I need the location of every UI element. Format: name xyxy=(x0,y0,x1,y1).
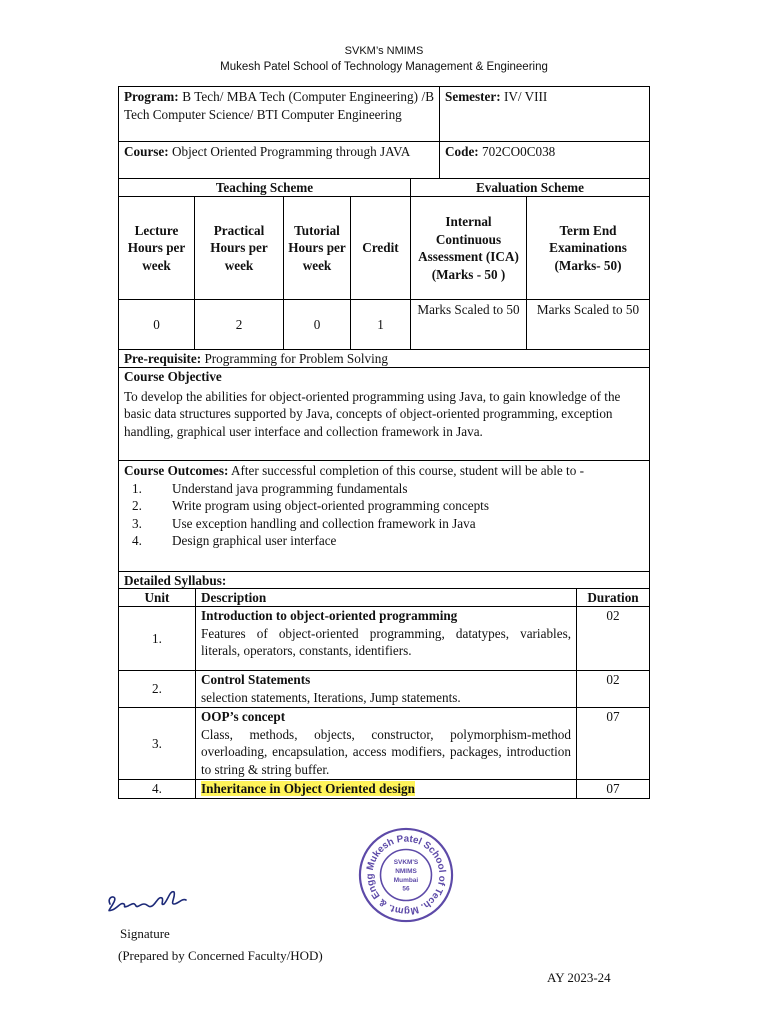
course-outcomes-intro: After successful completion of this course, student will be able to - xyxy=(228,463,585,478)
semester-label: Semester: xyxy=(445,89,501,104)
table-row-duration: 02 xyxy=(576,606,650,671)
faculty-signature xyxy=(104,882,194,918)
syllabus-unit-header: Unit xyxy=(118,588,196,607)
code-value: 702CO0C038 xyxy=(478,144,556,159)
evaluation-scheme-title: Evaluation Scheme xyxy=(410,178,650,197)
school-seal-stamp xyxy=(357,826,455,924)
institute-name: SVKM’s NMIMS xyxy=(344,45,424,57)
svg-text:NMIMS: NMIMS xyxy=(395,868,417,876)
list-item: 1. Understand java programming fundamentals xyxy=(132,480,408,496)
ica-value: Marks Scaled to 50 xyxy=(410,299,527,350)
table-row-unit: 2. xyxy=(118,670,196,708)
prerequisite-label: Pre-requisite: xyxy=(124,351,202,366)
credit-value: 1 xyxy=(350,299,411,350)
signature-label: Signature xyxy=(120,926,170,941)
course-label: Course: xyxy=(124,144,169,159)
table-row-duration: 02 xyxy=(576,670,650,708)
tee-header: Term End Examinations (Marks- 50) xyxy=(526,196,650,300)
table-row-description: OOP’s concept Class, methods, objects, constructor, polymorphism-method overloading, encapsulation, access modifiers, packages, introduction to string & string buffer. xyxy=(195,707,577,780)
tutorial-hours-value: 0 xyxy=(283,299,351,350)
ica-header: Internal Continuous Assessment (ICA) (Marks - 50 ) xyxy=(410,196,527,300)
course-objective-text: To develop the abilities for object-oriented programming using Java, to gain knowledge of the basic data structures supported by Java, concepts of object-oriented programming, exception handling, graphical user interface and collection framework in Java. xyxy=(124,388,621,439)
lecture-hours-header: Lecture Hours per week xyxy=(118,196,195,300)
course-value: Object Oriented Programming through JAVA xyxy=(168,144,411,159)
prepared-by: (Prepared by Concerned Faculty/HOD) xyxy=(118,948,323,963)
list-item: 3. Use exception handling and collection framework in Java xyxy=(132,515,476,531)
list-item: 2. Write program using object-oriented programming concepts xyxy=(132,498,489,513)
tutorial-hours-header: Tutorial Hours per week xyxy=(283,196,351,300)
tee-value: Marks Scaled to 50 xyxy=(526,299,650,350)
program-value: B Tech/ MBA Tech (Computer Engineering) /B Tech Computer Science/ BTI Computer Engineering xyxy=(124,89,434,122)
code-label: Code: xyxy=(445,144,479,159)
svg-text:Mukesh Patel School of Tech. M: Mukesh Patel School of Tech. Mgmt. & Engg xyxy=(364,833,448,917)
credit-header: Credit xyxy=(350,196,411,300)
table-row-description: Control Statements selection statements, Iterations, Jump statements. xyxy=(195,670,577,708)
practical-hours-header: Practical Hours per week xyxy=(194,196,284,300)
svg-text:56: 56 xyxy=(402,885,410,893)
table-row-unit: 1. xyxy=(118,606,196,671)
table-row-description: Introduction to object-oriented programming Features of object-oriented programming, datatypes, variables, literals, operators, constants, identifiers. xyxy=(195,606,577,671)
svg-text:Mumbai: Mumbai xyxy=(393,876,419,884)
highlighted-topic: Inheritance in Object Oriented design xyxy=(201,781,415,796)
svg-text:SVKM'S: SVKM'S xyxy=(393,859,419,867)
list-item: 4. Design graphical user interface xyxy=(132,533,337,548)
semester-cell xyxy=(439,86,650,142)
table-row-unit: 4. xyxy=(118,779,196,799)
course-outcomes-section xyxy=(118,460,650,572)
table-row-duration: 07 xyxy=(576,779,650,799)
academic-year: AY 2023-24 xyxy=(547,970,611,985)
course-objective-title: Course Objective xyxy=(124,369,222,384)
school-name: Mukesh Patel School of Technology Management & Engineering xyxy=(220,61,548,73)
table-row-unit: 3. xyxy=(118,707,196,780)
course-cell xyxy=(118,141,440,179)
course-outcomes-label: Course Outcomes: xyxy=(124,463,229,478)
table-row-description xyxy=(195,779,577,799)
practical-hours-value: 2 xyxy=(194,299,284,350)
program-cell xyxy=(118,86,440,142)
code-cell xyxy=(439,141,650,179)
lecture-hours-value: 0 xyxy=(118,299,195,350)
detailed-syllabus-title: Detailed Syllabus: xyxy=(118,571,650,589)
outcomes-list xyxy=(124,480,644,550)
program-label: Program: xyxy=(124,89,179,104)
syllabus-duration-header: Duration xyxy=(576,588,650,607)
table-row-duration: 07 xyxy=(576,707,650,780)
syllabus-description-header: Description xyxy=(195,588,577,607)
prerequisite-value: Programming for Problem Solving xyxy=(201,351,388,366)
course-objective-section xyxy=(118,367,650,461)
prerequisite-row xyxy=(118,349,650,368)
semester-value: IV/ VIII xyxy=(500,89,548,104)
teaching-scheme-title: Teaching Scheme xyxy=(118,178,411,197)
